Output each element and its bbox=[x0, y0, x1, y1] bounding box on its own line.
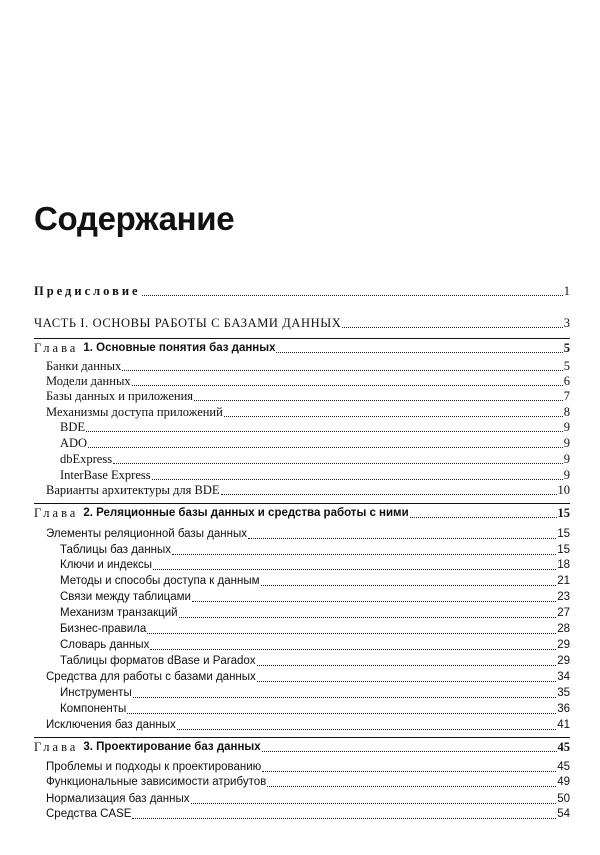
toc-label: Банки данных bbox=[46, 359, 122, 373]
dot-leader bbox=[179, 617, 557, 618]
dot-leader bbox=[132, 818, 556, 819]
toc-entry[interactable] bbox=[46, 670, 570, 685]
toc-page: 15 bbox=[557, 506, 570, 520]
divider bbox=[34, 338, 570, 339]
toc-label: Варианты архитектуры для BDE bbox=[46, 483, 220, 497]
toc-label: Инструменты bbox=[60, 687, 132, 699]
toc-entry[interactable] bbox=[60, 574, 570, 589]
toc-label: Базы данных и приложения bbox=[46, 389, 194, 403]
toc-page: 45 bbox=[557, 761, 570, 773]
toc-entry[interactable] bbox=[60, 452, 570, 467]
toc-entry[interactable] bbox=[60, 622, 570, 637]
dot-leader bbox=[113, 463, 563, 464]
toc-page: 1 bbox=[563, 284, 570, 298]
dot-leader bbox=[192, 601, 556, 602]
toc-entry[interactable] bbox=[60, 420, 570, 435]
toc-page: 49 bbox=[557, 776, 570, 788]
toc-label: Элементы реляционной базы данных bbox=[46, 528, 247, 540]
chapter-heading: 2. Реляционные базы данных и средства работы с ними bbox=[83, 507, 409, 519]
toc-entry[interactable] bbox=[46, 718, 570, 733]
dot-leader bbox=[150, 649, 556, 650]
chapter-prefix: Глава bbox=[34, 740, 79, 754]
divider bbox=[34, 503, 570, 504]
divider bbox=[34, 737, 570, 738]
toc-label: BDE bbox=[60, 420, 85, 434]
toc-entry-part-1[interactable] bbox=[34, 316, 570, 331]
toc-label: dbExpress bbox=[60, 452, 113, 466]
toc-page: 45 bbox=[557, 740, 570, 754]
dot-leader bbox=[133, 697, 556, 698]
toc-page: 9 bbox=[563, 468, 570, 482]
toc-label: Проблемы и подходы к проектированию bbox=[46, 761, 262, 773]
toc-entry[interactable] bbox=[60, 702, 570, 717]
dot-leader bbox=[194, 400, 563, 401]
page-title: Содержание bbox=[34, 200, 235, 237]
toc-label: Компоненты bbox=[60, 703, 127, 715]
toc-entry-chapter-2[interactable] bbox=[34, 506, 570, 521]
toc-page: 15 bbox=[557, 544, 570, 556]
toc-page: 54 bbox=[557, 808, 570, 820]
dot-leader bbox=[86, 431, 563, 432]
toc-page: 9 bbox=[563, 436, 570, 450]
toc-label: Средства для работы с базами данных bbox=[46, 671, 256, 683]
dot-leader bbox=[261, 585, 557, 586]
toc-entry[interactable] bbox=[46, 527, 570, 542]
toc-page: 29 bbox=[557, 639, 570, 651]
toc-label: Предисловие bbox=[34, 284, 141, 298]
toc-page: 34 bbox=[557, 671, 570, 683]
toc-page: 9 bbox=[563, 420, 570, 434]
toc-page: 10 bbox=[557, 483, 570, 497]
dot-leader bbox=[267, 786, 556, 787]
toc-entry[interactable] bbox=[46, 760, 570, 775]
dot-leader bbox=[142, 295, 563, 296]
dot-leader bbox=[172, 554, 556, 555]
toc-page: 50 bbox=[557, 793, 570, 805]
dot-leader bbox=[127, 713, 556, 714]
toc-page: 6 bbox=[563, 374, 570, 388]
chapter-prefix: Глава bbox=[34, 341, 79, 355]
dot-leader bbox=[410, 517, 557, 518]
dot-leader bbox=[262, 751, 557, 752]
dot-leader bbox=[221, 494, 557, 495]
toc-entry-chapter-1[interactable] bbox=[34, 341, 570, 356]
toc-entry-preface[interactable] bbox=[34, 284, 570, 299]
toc-label: Связи между таблицами bbox=[60, 591, 191, 603]
dot-leader bbox=[248, 538, 556, 539]
chapter-heading: 3. Проектирование баз данных bbox=[83, 741, 261, 753]
dot-leader bbox=[177, 729, 556, 730]
dot-leader bbox=[132, 385, 563, 386]
toc-entry[interactable] bbox=[60, 590, 570, 605]
toc-page: 5 bbox=[563, 341, 570, 355]
toc-entry[interactable] bbox=[46, 807, 570, 822]
chapter-heading: 1. Основные понятия баз данных bbox=[83, 342, 276, 354]
toc-page: 35 bbox=[557, 687, 570, 699]
dot-leader bbox=[147, 633, 556, 634]
toc-page: 41 bbox=[557, 719, 570, 731]
toc-label: Механизм транзакций bbox=[60, 607, 178, 619]
chapter-prefix: Глава bbox=[34, 506, 79, 520]
toc-entry[interactable] bbox=[60, 543, 570, 558]
toc-label: Исключения баз данных bbox=[46, 719, 176, 731]
toc-label: Нормализация баз данных bbox=[46, 793, 190, 805]
toc-entry[interactable] bbox=[46, 374, 570, 389]
toc-page: 3 bbox=[563, 316, 570, 330]
toc-label: Механизмы доступа приложений bbox=[46, 405, 223, 419]
dot-leader bbox=[122, 370, 563, 371]
toc-label: InterBase Express bbox=[60, 468, 151, 482]
toc-page: 28 bbox=[557, 623, 570, 635]
toc-label: Ключи и индексы bbox=[60, 559, 153, 571]
toc-label: Словарь данных bbox=[60, 639, 150, 651]
toc-entry[interactable] bbox=[60, 558, 570, 573]
toc-page: 9 bbox=[563, 452, 570, 466]
toc-entry-chapter-3[interactable] bbox=[34, 740, 570, 755]
dot-leader bbox=[88, 447, 563, 448]
dot-leader bbox=[152, 479, 563, 480]
toc-entry[interactable] bbox=[60, 468, 570, 483]
dot-leader bbox=[257, 681, 556, 682]
toc-entry[interactable] bbox=[46, 405, 570, 420]
toc-page: 21 bbox=[557, 575, 570, 587]
toc-page: 7 bbox=[563, 389, 570, 403]
toc-entry[interactable] bbox=[60, 606, 570, 621]
toc-label: Бизнес-правила bbox=[60, 623, 147, 635]
dot-leader bbox=[276, 352, 562, 353]
toc-entry[interactable] bbox=[60, 686, 570, 701]
toc-entry[interactable] bbox=[46, 359, 570, 374]
toc-label: Методы и способы доступа к данным bbox=[60, 575, 260, 587]
toc-page: 5 bbox=[563, 359, 570, 373]
toc-entry[interactable] bbox=[60, 638, 570, 653]
toc-page: 27 bbox=[557, 607, 570, 619]
toc-entry[interactable] bbox=[46, 483, 570, 498]
dot-leader bbox=[191, 803, 557, 804]
toc-label: Модели данных bbox=[46, 374, 131, 388]
toc-page: 36 bbox=[557, 703, 570, 715]
dot-leader bbox=[224, 416, 563, 417]
dot-leader bbox=[262, 771, 556, 772]
dot-leader bbox=[257, 665, 557, 666]
toc-page: 23 bbox=[557, 591, 570, 603]
dot-leader bbox=[153, 569, 556, 570]
toc-page: 15 bbox=[557, 528, 570, 540]
toc-page: 18 bbox=[557, 559, 570, 571]
toc-entry[interactable] bbox=[46, 389, 570, 404]
toc-entry[interactable] bbox=[46, 792, 570, 807]
toc-entry[interactable] bbox=[60, 436, 570, 451]
toc-entry[interactable] bbox=[60, 654, 570, 669]
toc-label: ЧАСТЬ I. ОСНОВЫ РАБОТЫ С БАЗАМИ ДАННЫХ bbox=[34, 316, 342, 330]
toc-label: Таблицы форматов dBase и Paradox bbox=[60, 655, 256, 667]
toc-label: Средства CASE bbox=[46, 808, 132, 820]
toc-entry[interactable] bbox=[46, 775, 570, 790]
toc-page: 29 bbox=[557, 655, 570, 667]
toc-label: Функциональные зависимости атрибутов bbox=[46, 776, 267, 788]
dot-leader bbox=[342, 327, 562, 328]
toc-label: ADO bbox=[60, 436, 88, 450]
toc-label: Таблицы баз данных bbox=[60, 544, 172, 556]
toc-page: 8 bbox=[563, 405, 570, 419]
